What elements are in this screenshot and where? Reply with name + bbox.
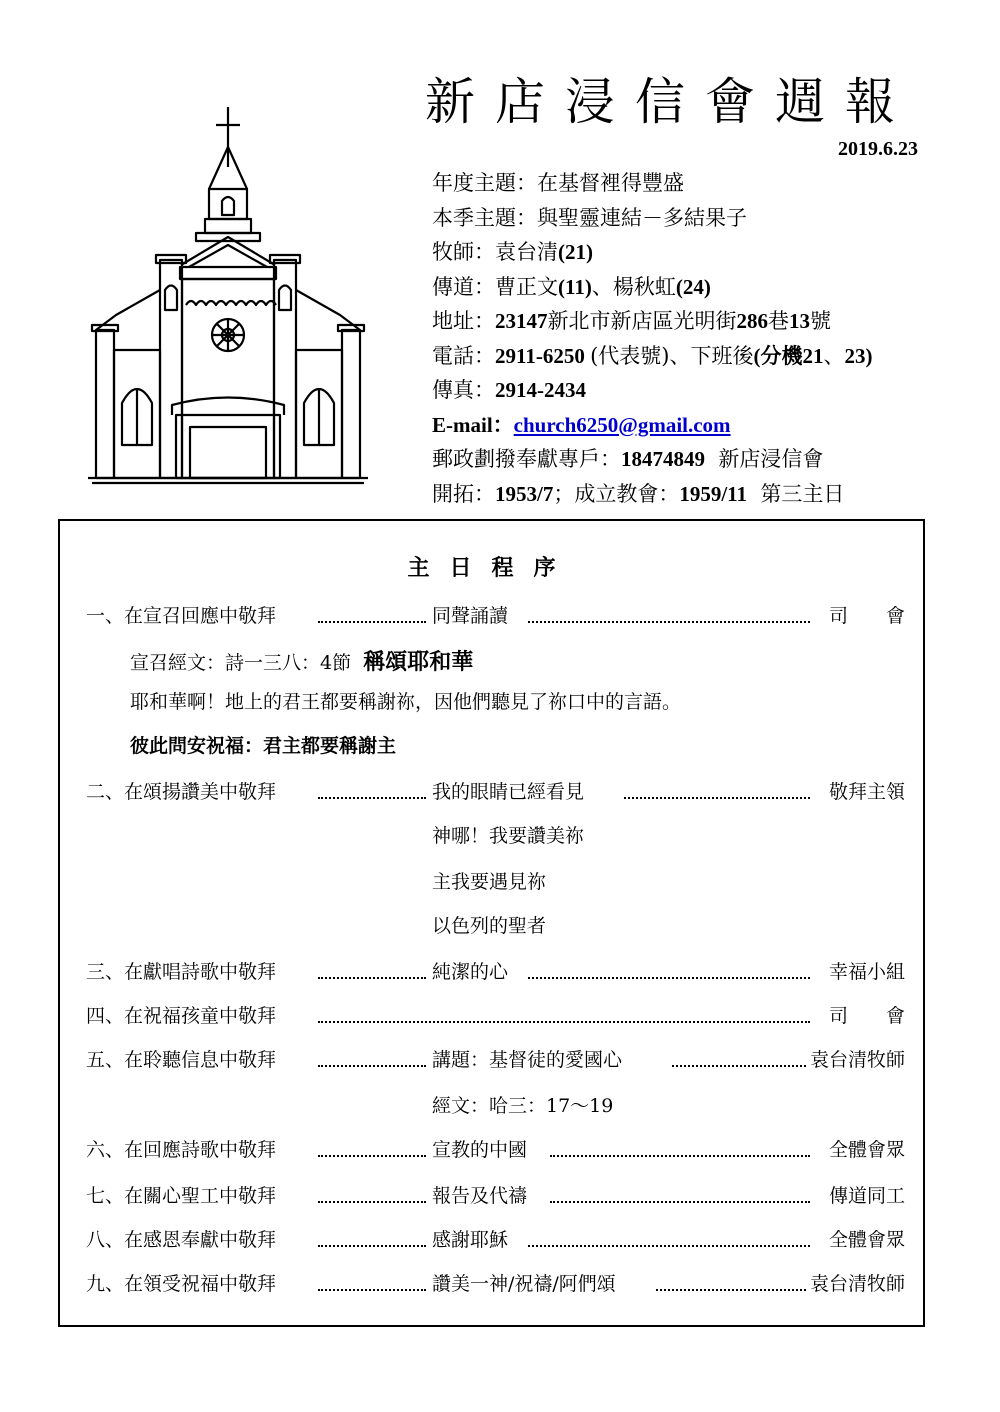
- item2-content: 我的眼睛已經看見: [432, 781, 585, 803]
- item3-content: 純潔的心: [432, 961, 509, 983]
- item3-dots-b: [528, 977, 810, 979]
- greeting: 彼此問安祝福：君主都要稱謝主: [130, 735, 397, 757]
- item1-leader: 司 會: [828, 605, 905, 627]
- call-verse-title: 稱頌耶和華: [363, 649, 474, 675]
- postal-code: 23147: [495, 309, 548, 333]
- church-illustration: [78, 105, 398, 495]
- item7-content: 報告及代禱: [432, 1185, 528, 1207]
- email-label: E-mail：: [432, 412, 514, 437]
- address-lane: 巷: [768, 309, 789, 333]
- item7-dots-b: [550, 1201, 810, 1203]
- item2-dots-b: [624, 797, 810, 799]
- program-box: [58, 519, 925, 1327]
- item8-dots-a: [318, 1245, 426, 1247]
- item1-dots-b: [528, 621, 810, 623]
- song-2: 神哪！我要讚美祢: [432, 825, 585, 847]
- call-verse-ref: [130, 645, 473, 676]
- item8-content: 感謝耶穌: [432, 1229, 509, 1251]
- item9-dots-b: [656, 1289, 806, 1291]
- founded-date: 1953/7: [495, 481, 554, 506]
- item7-leader: 傳道同工: [828, 1185, 905, 1207]
- item6-label: 六、在回應詩歌中敬拜: [86, 1139, 277, 1161]
- item3-dots-a: [318, 977, 426, 979]
- item8-dots-b: [528, 1245, 810, 1247]
- phone-ext-label: (分機: [753, 343, 803, 368]
- address-line: [432, 304, 872, 339]
- postal-account-name: 新店浸信會: [718, 447, 824, 471]
- item2-leader: 敬拜主領: [828, 781, 905, 803]
- item1-dots-a: [318, 621, 426, 623]
- evangelist-ext-1: (11): [558, 274, 592, 299]
- item8-leader: 全體會眾: [828, 1229, 905, 1251]
- item2-label: 二、在頌揚讚美中敬拜: [86, 781, 277, 803]
- bulletin-title: 新店浸信會週報: [425, 73, 915, 131]
- item6-dots-a: [318, 1155, 426, 1157]
- item6-content: 宣教的中國: [432, 1139, 528, 1161]
- item5-dots-a: [318, 1065, 426, 1067]
- postal-account: 18474849: [621, 447, 705, 471]
- item4-leader: 司 會: [828, 1005, 905, 1027]
- item7-dots-a: [318, 1201, 426, 1203]
- item9-dots-a: [318, 1289, 426, 1291]
- item9-content: 讚美一神/祝禱/阿們頌: [432, 1273, 616, 1295]
- address-number: 13: [789, 309, 810, 333]
- address-lane-num: 286: [736, 309, 768, 333]
- email-link[interactable]: church6250@gmail.com: [513, 412, 731, 437]
- evangelist-line: [432, 270, 872, 305]
- fax-label: 傳真：: [432, 378, 495, 402]
- item9-leader: 袁台清牧師: [809, 1273, 905, 1295]
- sunday-label: 第三主日: [760, 481, 845, 506]
- item3-leader: 幸福小組: [828, 961, 905, 983]
- address-label: 地址：: [432, 309, 495, 333]
- established-label: ；成立教會：: [553, 481, 680, 506]
- email-line: [432, 408, 872, 443]
- fax-line: [432, 373, 872, 408]
- call-text: 耶和華啊！地上的君王都要稱謝祢，因他們聽見了祢口中的言語。: [130, 691, 682, 713]
- phone-ext-1: 21: [802, 343, 824, 368]
- item1-label: 一、在宣召回應中敬拜: [86, 605, 277, 627]
- annual-theme: 年度主題：在基督裡得豐盛: [432, 171, 684, 195]
- founded-line: [432, 477, 872, 512]
- pastor-ext: (21): [558, 240, 593, 264]
- item3-label: 三、在獻唱詩歌中敬拜: [86, 961, 277, 983]
- item1-content: 同聲誦讀: [432, 605, 509, 627]
- postal-label: 郵政劃撥奉獻專戶：: [432, 447, 621, 471]
- item5-dots-b: [672, 1065, 806, 1067]
- item4-dots: [318, 1021, 810, 1023]
- program-title: 主日程序: [407, 555, 576, 581]
- church-info: [432, 166, 872, 511]
- address-street: 新北市新店區光明街: [547, 309, 737, 333]
- phone-number: 2911-6250: [495, 343, 591, 368]
- item8-label: 八、在感恩奉獻中敬拜: [86, 1229, 277, 1251]
- phone-sep: 、: [823, 343, 845, 368]
- item4-label: 四、在祝福孩童中敬拜: [86, 1005, 277, 1027]
- evangelist-label: 傳道：曹正文: [432, 274, 558, 299]
- fax-number: 2914-2434: [495, 378, 586, 402]
- founded-label: 開拓：: [432, 481, 495, 506]
- scripture: 經文：哈三：17～19: [432, 1095, 614, 1117]
- phone-ext-2: 23): [844, 343, 873, 368]
- item5-leader: 袁台清牧師: [809, 1049, 905, 1071]
- established-date: 1959/11: [679, 481, 748, 506]
- item6-dots-b: [550, 1155, 810, 1157]
- evangelist-ext-2: (24): [675, 274, 711, 299]
- bulletin-date: 2019.6.23: [838, 138, 918, 160]
- item9-label: 九、在領受祝福中敬拜: [86, 1273, 277, 1295]
- item5-label: 五、在聆聽信息中敬拜: [86, 1049, 277, 1071]
- item6-leader: 全體會眾: [828, 1139, 905, 1161]
- pastor-line: [432, 235, 872, 270]
- evangelist-name-2: 、楊秋虹: [591, 274, 676, 299]
- pastor-label: 牧師：袁台清: [432, 240, 558, 264]
- phone-line: [432, 339, 872, 374]
- phone-label: 電話：: [432, 343, 495, 368]
- item2-dots-a: [318, 797, 426, 799]
- phone-note: (代表號)、下班後: [590, 343, 754, 368]
- item7-label: 七、在關心聖工中敬拜: [86, 1185, 277, 1207]
- song-4: 以色列的聖者: [432, 915, 547, 937]
- song-3: 主我要遇見祢: [432, 871, 547, 893]
- item5-content: 講題：基督徒的愛國心: [432, 1049, 623, 1071]
- call-verse: 宣召經文：詩一三八：4節: [130, 652, 352, 674]
- season-theme: 本季主題：與聖靈連結－多結果子: [432, 205, 747, 230]
- address-suffix: 號: [810, 309, 831, 333]
- postal-line: [432, 442, 872, 477]
